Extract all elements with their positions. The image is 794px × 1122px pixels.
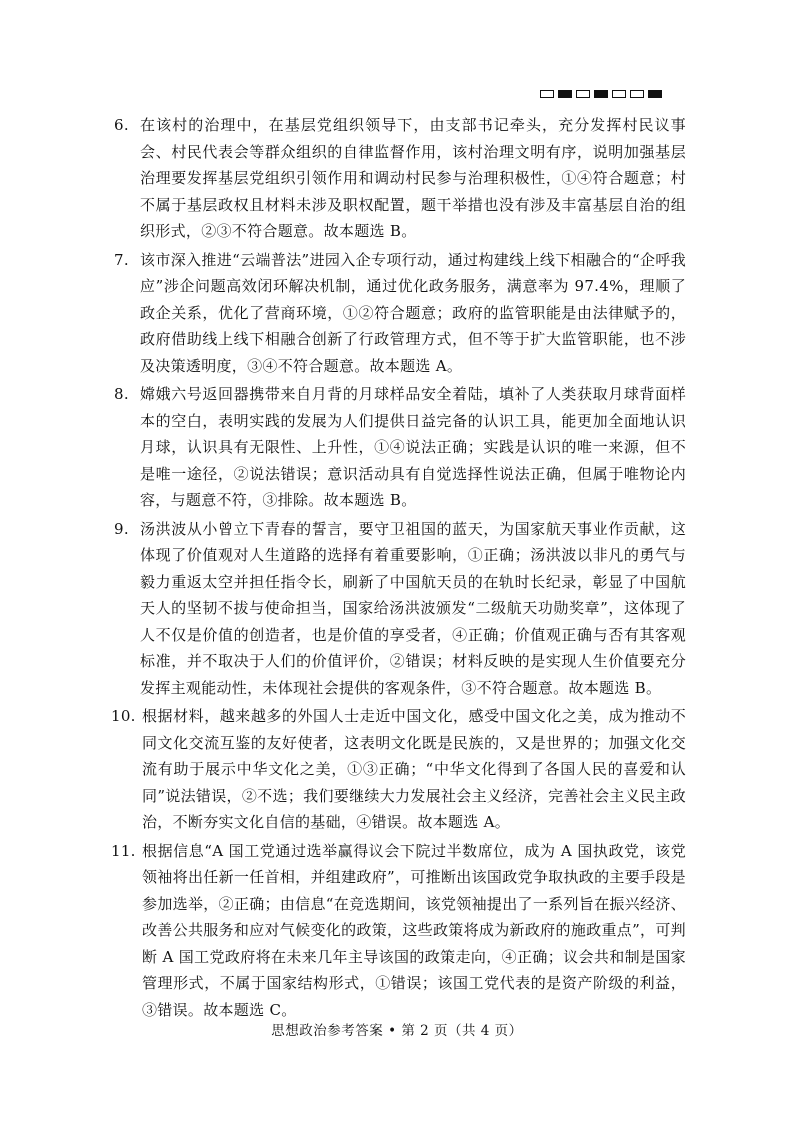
page-footer: 思想政治参考答案 • 第 2 页（共 4 页） bbox=[271, 1023, 523, 1039]
header-mark-empty bbox=[630, 90, 644, 98]
answer-text: 根据信息“A 国工党通过选举赢得议会下院过半数席位，成为 A 国执政党，该党领袖将出任新一任首相，并组建政府”，可推断出该国政党争取执政的主要手段是参加选举，②正确；由信息“在竞选期间，该党领袖提出了一系列旨在振兴经济、改善公共服务和应对气候变化的政策，这些政策将成为新政府的施政重点”，可判断 A 国工党政府将在未来几年主导该国的政策走向，④正确；议会共和制是国家管理形式，不属于国家结构形式，①错误；该国工党代表的是资产阶级的利益，③错误。故本题选 C。 bbox=[142, 841, 686, 1019]
answer-number: 7. bbox=[114, 250, 129, 269]
answer-text: 嫦娥六号返回器携带来自月背的月球样品安全着陆，填补了人类获取月球背面样本的空白，表明实践的发展为人们提供日益完备的认识工具，能更加全面地认识月球，认识具有无限性、上升性，①④说法正确；实践是认识的唯一来源，但不是唯一途径，②说法错误；意识活动具有自觉选择性说法正确，但属于唯物论内容，与题意不符，③排除。故本题选 B。 bbox=[140, 385, 686, 509]
header-mark-filled bbox=[594, 90, 608, 98]
header-mark-empty bbox=[612, 90, 626, 98]
header-mark-empty bbox=[540, 90, 554, 98]
answer-text: 该市深入推进“云端普法”进园入企专项行动，通过构建线上线下相融合的“企呼我应”涉企问题高效闭环解决机制，通过优化政务服务，满意率为 97.4%，理顺了政企关系，优化了营商环境，①②符合题意；政府的监管职能是由法律赋予的，政府借助线上线下相融合创新了行政管理方式，但不等于扩大监管职能，也不涉及决策透明度，③④不符合题意。故本题选 A。 bbox=[140, 250, 686, 375]
answer-item-11 bbox=[111, 838, 686, 1024]
answer-item-6 bbox=[114, 112, 686, 245]
answer-item-7 bbox=[114, 247, 686, 380]
answer-item-9 bbox=[114, 516, 686, 702]
header-mark-empty bbox=[576, 90, 590, 98]
answer-item-8 bbox=[114, 381, 686, 514]
answer-number: 6. bbox=[114, 116, 129, 134]
answer-text: 在该村的治理中，在基层党组织领导下，由支部书记牵头，充分发挥村民议事会、村民代表会等群众组织的自律监督作用，该村治理文明有序，说明加强基层治理要发挥基层党组织引领作用和调动村民参与治理积极性，①④符合题意；村不属于基层政权且材料未涉及职权配置，题干举措也没有涉及丰富基层自治的组织形式，②③不符合题意。故本题选 B。 bbox=[140, 116, 686, 240]
answer-text: 汤洪波从小曾立下青春的誓言，要守卫祖国的蓝天，为国家航天事业作贡献，这体现了价值观对人生道路的选择有着重要影响，①正确；汤洪波以非凡的勇气与毅力重返太空并担任指令长，刷新了中国航天员的在轨时长纪录，彰显了中国航天人的坚韧不拔与使命担当，国家给汤洪波颁发“二级航天功勋奖章”，这体现了人不仅是价值的创造者，也是价值的享受者，④正确；价值观正确与否有其客观标准，并不取决于人们的价值评价，②错误；材料反映的是实现人生价值要充分发挥主观能动性，未体现社会提供的客观条件，③不符合题意。故本题选 B。 bbox=[140, 519, 686, 697]
answer-number: 9. bbox=[114, 519, 129, 538]
answer-list bbox=[111, 112, 686, 1025]
answer-item-10 bbox=[111, 703, 686, 836]
header-mark-filled bbox=[558, 90, 572, 98]
header-marks bbox=[540, 90, 682, 100]
answer-number: 8. bbox=[114, 385, 129, 403]
answer-text: 根据材料，越来越多的外国人士走近中国文化，感受中国文化之美，成为推动不同文化交流互鉴的友好使者，这表明文化既是民族的，又是世界的；加强文化交流有助于展示中华文化之美，①③正确；“中华文化得到了各国人民的喜爱和认同”说法错误，②不选；我们要继续大力发展社会主义经济，完善社会主义民主政治，不断夯实文化自信的基础，④错误。故本题选 A。 bbox=[142, 707, 686, 831]
answer-number: 10. bbox=[111, 707, 136, 725]
answer-number: 11. bbox=[111, 841, 136, 860]
header-mark-filled bbox=[648, 90, 662, 98]
